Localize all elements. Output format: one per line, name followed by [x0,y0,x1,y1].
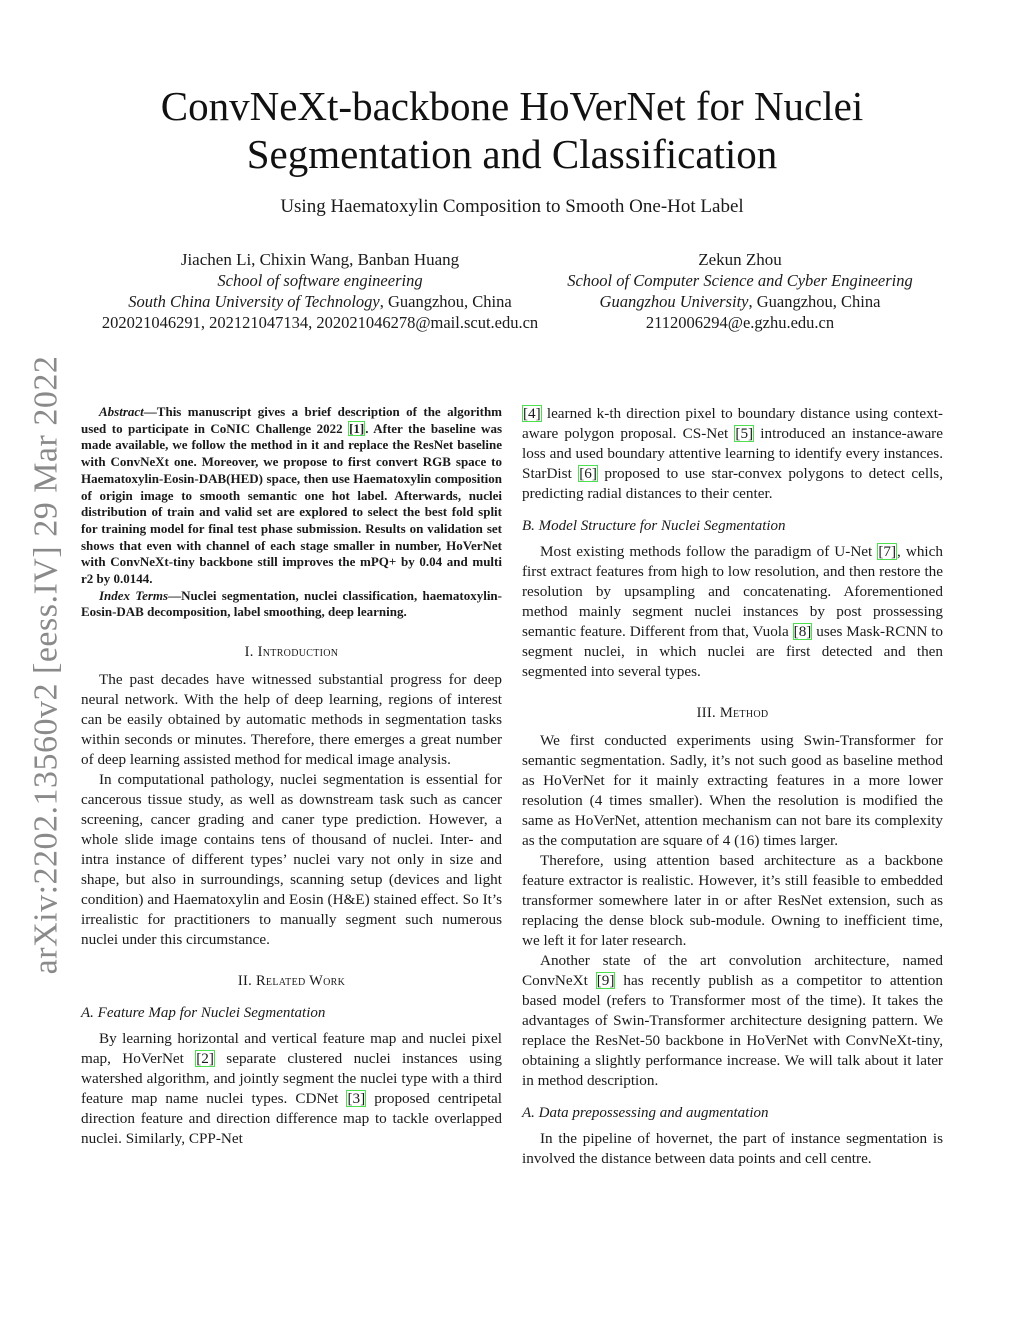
abstract-lead: Abstract [99,404,144,419]
author-email[interactable]: 2112006294@e.gzhu.edu.cn [645,313,835,332]
paragraph: Most existing methods follow the paradigm of U-Net [7], which first extract features from high to low resolution, and then restore the resolution by upsampling and concatenating. Aforementioned method mainly segment nuclei instances by post prossessing semantic feature. Different from that, Vuola [8] uses Mask-RCNN to segment nuclei, in which nuclei are first detected and then segmented into several types. [522,543,943,680]
paragraph: We first conducted experiments using Swin-Transformer for semantic segmentation. Sadly, it’s not such good as baseline method as HoVerNet for it mainly extracting features in a more lower resolution (4 times smaller). When the resolution is modified the same as HoVerNet, attention mechanism can not bare its complexity as the computation are square of 4 (16) times larger. [522,732,943,849]
citation-link[interactable]: [6] [579,465,597,482]
author-university: Guangzhou University [599,292,749,311]
citation-link[interactable]: [8] [793,623,812,640]
subsection-heading: B. Model Structure for Nuclei Segmentation [522,518,786,534]
author-email[interactable]: 202021046291, 202121047134, 202021046278@mail.scut.edu.cn [101,313,539,332]
section-heading-introduction: I. Introduction [244,644,339,661]
subsection-heading: A. Feature Map for Nuclei Segmentation [81,1005,326,1022]
paper-title: ConvNeXt-backbone HoVerNet for Nuclei Segmentation and Classification [160,83,864,177]
subsection-heading: A. Data prepossessing and augmentation [522,1105,769,1121]
arxiv-identifier [18,350,74,980]
index-terms: Index Terms—Nuclei segmentation, nuclei classification, haematoxylin-Eosin-DAB decomposition, label smoothing, deep learning. [81,587,502,620]
left-column [81,404,502,1149]
author-city: , Guangzhou, China [379,292,512,311]
citation-link[interactable]: [9] [596,972,615,989]
paragraph: In the pipeline of hovernet, the part of instance segmentation is involved the distance between data points and cell centre. [522,1130,943,1167]
paragraph: Therefore, using attention based architecture as a backbone feature extractor is realistic. However, it’s still feasible to embedded transformer somewhere later in or after ResNet extension, such as replacing the dense block sub-module. Owning to inefficient time, we left it for later research. [522,852,943,949]
right-column [522,404,943,1169]
author-department: School of Computer Science and Cyber Engineering [567,271,913,290]
author-names: Zekun Zhou [698,250,782,269]
citation-link[interactable]: [1] [349,420,365,436]
citation-link[interactable]: [4] [523,405,541,422]
abstract: Abstract—This manuscript gives a brief description of the algorithm used to participate in CoNIC Challenge 2022 [1]. After the baseline was made available, we follow the method in it and replace the ResNet baseline with ConvNeXt one. Moreover, we propose to first convert RGB space to Haematoxylin-Eosin-DAB(HED) space, then use Haematoxylin composition of origin image to smooth semantic one hot label. Afterwards, nuclei distribution of train and valid set are explored to select the best fold split for training model for final test phase submission. Results on validation set shows that even with channel of each stage smaller in number, HoVerNet with ConvNeXt-tiny backbone still improves the mPQ+ by 0.04 and multi r2 by 0.0144. [81,404,502,587]
author-university: South China University of Technology [128,292,380,311]
author-city: , Guangzhou, China [748,292,881,311]
author-department: School of software engineering [217,271,423,290]
section-heading-related-work: II. Related Work [237,973,346,990]
paragraph: The past decades have witnessed substantial progress for deep neural network. With the help of deep learning, regions of interest can be easily obtained by automatic methods in segmentation tasks within seconds or minutes. Therefore, there emerges a great number of deep learning assisted method for medical image analysis. [81,671,502,769]
paragraph: [4] learned k-th direction pixel to boundary distance using context-aware polygon proposal. CS-Net [5] introduced an instance-aware loss and used boundary attentive learning to identify every instances. StarDist [6] proposed to use star-convex polygons to detect cells, predicting radial distances to their center. [522,405,943,502]
paragraph: By learning horizontal and vertical feature map and nuclei pixel map, HoVerNet [2] separate clustered nuclei instances using watershed algorithm, and jointly segment the nuclei type with a third feature map name nuclei types. CDNet [3] proposed centripetal direction feature and direction difference map to tackle overlapped nuclei. Similarly, CPP-Net [81,1030,503,1148]
citation-link[interactable]: [5] [735,425,754,442]
author-names: Jiachen Li, Chixin Wang, Banban Huang [180,250,460,269]
citation-link[interactable]: [3] [347,1090,366,1108]
paragraph: In computational pathology, nuclei segmentation is essential for cancerous tissue study, as well as downstream task such as cancer screening, cancer grading and caner type prediction. However, a whole slide image contains tens of thousand of nuclei. Inter- and intra instance of different types’ nuclei vary not only in size and shape, but also in surroundings, scanning setup (devices and light condition) and Haematoxylin and Eosin (H&E) stained effect. So It’s irrealistic for practitioners to manually segment such numerous nuclei under this circumstance. [81,771,502,949]
paper-subtitle: Using Haematoxylin Composition to Smooth One-Hot Label [280,196,744,217]
citation-link[interactable]: [2] [196,1050,214,1068]
author-block-1 [60,249,580,333]
arxiv-identifier-text: arXiv:2202.13560v2 [eess.IV] 29 Mar 2022 [27,355,65,975]
index-terms-lead: Index Terms [99,587,169,603]
paragraph: Another state of the art convolution architecture, named ConvNeXt [9] has recently publish as a competitor to attention based model (refers to Transformer most of the time). It takes the advantages of Swin-Transformer architecture designing pattern. We replace the ResNet-50 backbone in HoVerNet with ConvNeXt-tiny, obtaining a slightly performance increase. We will talk about it later in method description. [522,952,943,1089]
citation-link[interactable]: [7] [878,543,897,560]
section-heading-method: III. Method [696,705,769,721]
author-block-2 [530,249,950,333]
